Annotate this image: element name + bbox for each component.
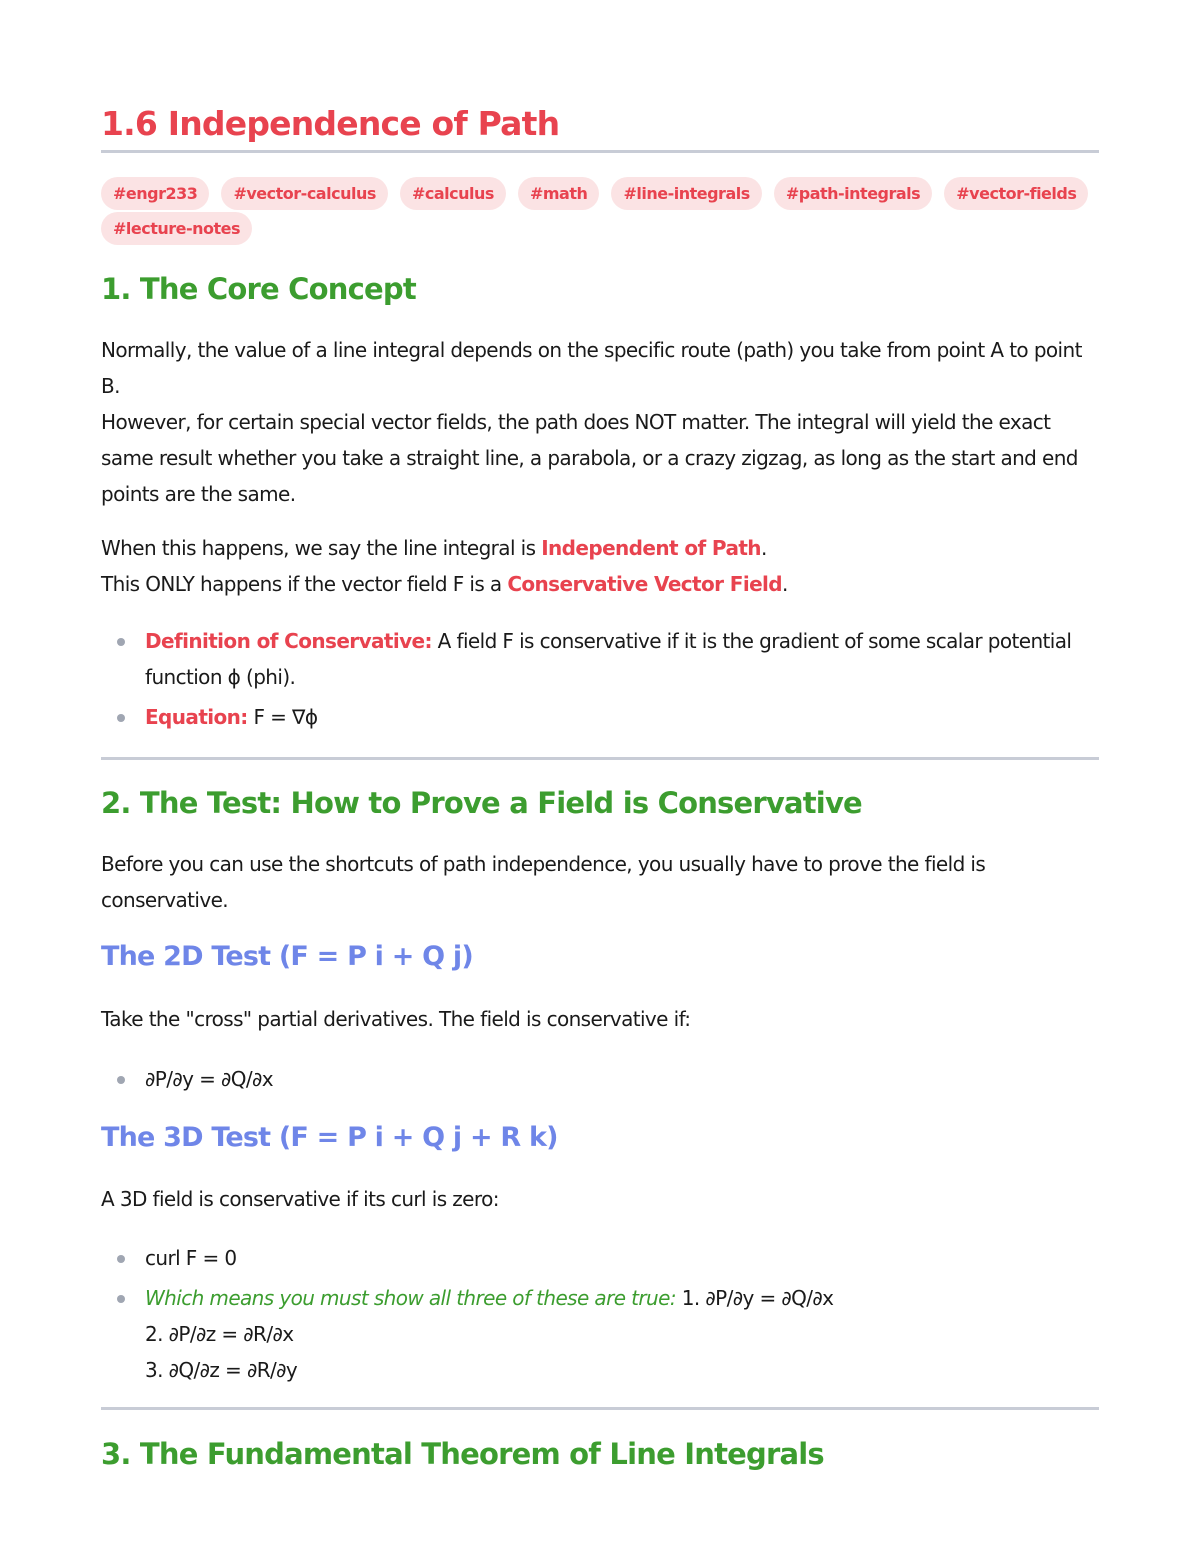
tag-list [101,176,1099,246]
list-item [101,1240,1099,1276]
bullet-icon [117,638,125,646]
equation-text: F = ∇ϕ [247,705,318,729]
list-item [101,1061,1099,1097]
test-2d-equation: ∂P/∂y = ∂Q/∂x [145,1067,273,1091]
section-divider [101,1407,1099,1410]
condition-2: 2. ∂P/∂z = ∂R/∂x [145,1322,294,1346]
curl-equation: curl F = 0 [145,1246,237,1270]
condition-1: 1. ∂P/∂y = ∂Q/∂x [675,1286,834,1310]
tag-engr233[interactable]: #engr233 [101,177,209,210]
test-2d-heading: The 2D Test (F = P i + Q j) [101,941,473,972]
tag-path-integrals[interactable]: #path-integrals [774,177,932,210]
page-title: 1.6 Independence of Path [101,104,560,143]
independent-of-path-highlight: Independent of Path [541,536,761,560]
conservative-definition-list [101,623,1099,739]
section-1-heading: 1. The Core Concept [101,272,416,306]
path-independence-paragraph [101,530,1099,602]
para2-post: . [760,536,767,560]
test-2d-list [101,1061,1099,1101]
tag-lecture-notes[interactable]: #lecture-notes [101,212,252,245]
bullet-icon [117,1255,125,1263]
tag-calculus[interactable]: #calculus [400,177,506,210]
definition-text: A field F is conservative if it is the gradient of some scalar potential function ϕ (phi). [145,629,1072,689]
bullet-icon [117,714,125,722]
para3-post: . [782,572,788,596]
section-3-heading: 3. The Fundamental Theorem of Line Integrals [101,1437,824,1471]
core-concept-text-a: Normally, the value of a line integral depends on the specific route (path) you take from point A to point B. [101,338,1082,398]
test-3d-text: A 3D field is conservative if its curl is zero: [101,1187,499,1211]
test-2d-text: Take the "cross" partial derivatives. The field is conservative if: [101,1007,691,1031]
test-intro-paragraph: Before you can use the shortcuts of path independence, you usually have to prove the field is conservative. [101,852,986,912]
bullet-icon [117,1295,125,1303]
test-3d-list [101,1240,1099,1392]
section-divider [101,757,1099,760]
list-item [101,699,1099,735]
three-conditions-emphasis: Which means you must show all three of these are true: [145,1286,676,1310]
para2-pre: When this happens, we say the line integral is [101,536,542,560]
condition-3: 3. ∂Q/∂z = ∂R/∂y [145,1358,298,1382]
definition-label: Definition of Conservative: [145,629,432,653]
para3-pre: This ONLY happens if the vector field F is a [101,572,508,596]
core-concept-text-b: However, for certain special vector fields, the path does NOT matter. The integral will yield the exact same result whether you take a straight line, a parabola, or a crazy zigzag, as long as the start and end points are the same. [101,410,1078,506]
bullet-icon [117,1076,125,1084]
conservative-vector-field-highlight: Conservative Vector Field [507,572,783,596]
title-divider [101,150,1099,153]
test-3d-heading: The 3D Test (F = P i + Q j + R k) [101,1122,558,1153]
tag-vector-fields[interactable]: #vector-fields [944,177,1088,210]
tag-vector-calculus[interactable]: #vector-calculus [221,177,387,210]
equation-label: Equation: [145,705,248,729]
list-item [101,1280,1099,1388]
tag-math[interactable]: #math [518,177,599,210]
core-concept-paragraph [101,332,1099,512]
list-item [101,623,1099,695]
section-2-heading: 2. The Test: How to Prove a Field is Conservative [101,786,862,820]
tag-line-integrals[interactable]: #line-integrals [611,177,761,210]
